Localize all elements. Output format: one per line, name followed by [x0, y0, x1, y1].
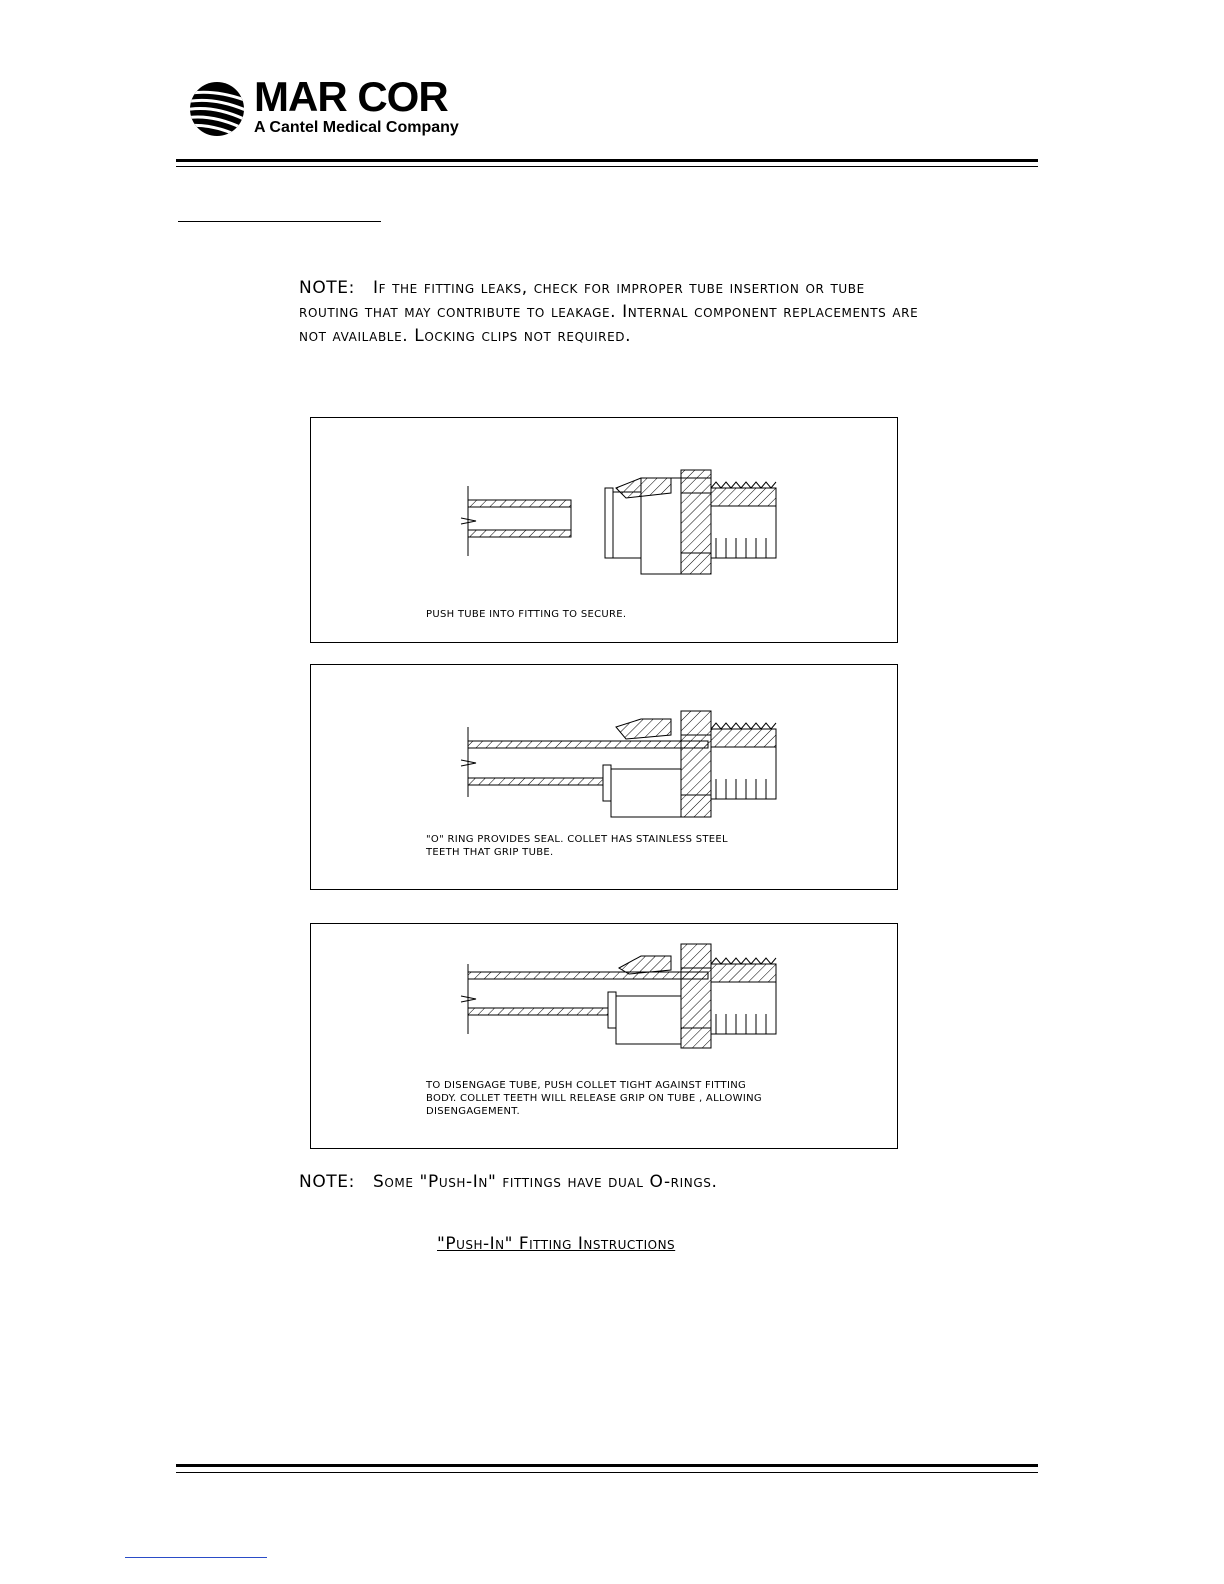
note-top-label: NOTE: [299, 278, 355, 298]
diagram-oring-seal [310, 664, 898, 890]
header-rule-thin [176, 166, 1038, 167]
note-bottom-text: Some "Push-In" fittings have dual O-rings. [372, 1172, 718, 1192]
diagram-caption: "O" RING PROVIDES SEAL. COLLET HAS STAINLESS STEEL TEETH THAT GRIP TUBE. [426, 834, 728, 858]
company-name: MAR COR [254, 73, 448, 120]
header-rule-thick [176, 159, 1038, 162]
page-title: "Push-In" Fitting Instructions [437, 1234, 676, 1254]
company-logo [190, 73, 490, 142]
note-bottom-label: NOTE: [299, 1172, 355, 1192]
diagram-push-tube [310, 417, 898, 643]
diagram-disengage [310, 923, 898, 1149]
globe-logo-icon [190, 82, 244, 136]
note-top-text: If the fitting leaks, check for improper tube insertion or tube routing that may contribute to leakage. Internal component replacements are not available. Locking clips not required. [299, 278, 919, 346]
footer-link-underline [125, 1557, 267, 1558]
footer-rule-thick [176, 1464, 1038, 1467]
footer-rule-thin [176, 1472, 1038, 1473]
company-tagline: A Cantel Medical Company [254, 119, 459, 136]
note-bottom [299, 1170, 717, 1194]
diagram-caption: TO DISENGAGE TUBE, PUSH COLLET TIGHT AGAINST FITTING BODY. COLLET TEETH WILL RELEASE GRIP ON TUBE , ALLOWING DISENGAGEMENT. [426, 1080, 762, 1117]
diagram-caption: PUSH TUBE INTO FITTING TO SECURE. [426, 609, 627, 620]
note-top [299, 276, 919, 348]
section-heading-rule [178, 221, 381, 222]
